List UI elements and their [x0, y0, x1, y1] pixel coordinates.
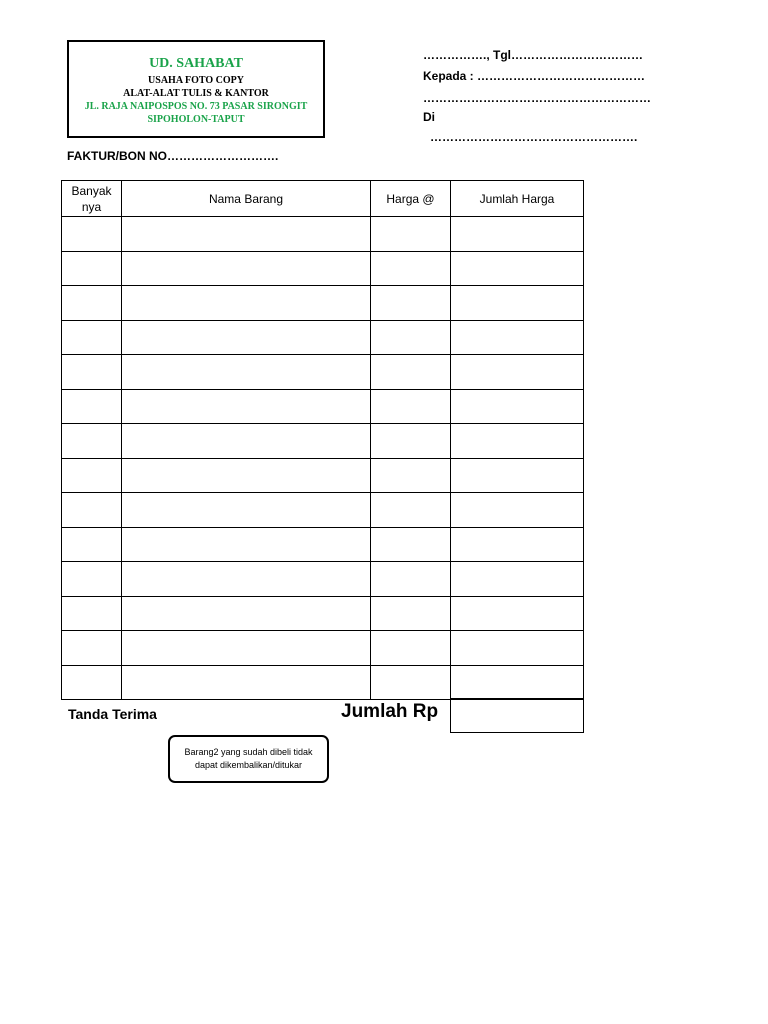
qty-cell[interactable]	[62, 424, 122, 459]
table-row	[62, 389, 584, 424]
price-cell[interactable]	[371, 320, 451, 355]
price-cell[interactable]	[371, 562, 451, 597]
price-cell[interactable]	[371, 286, 451, 321]
header-qty-line-1: Banyak	[71, 183, 112, 198]
table-row	[62, 493, 584, 528]
qty-cell[interactable]	[62, 320, 122, 355]
name-cell[interactable]	[122, 493, 371, 528]
table-row	[62, 320, 584, 355]
total-cell[interactable]	[451, 527, 584, 562]
note-line-1: Barang2 yang sudah dibeli tidak	[184, 747, 313, 757]
table-row	[62, 355, 584, 390]
di-label: Di	[423, 110, 435, 124]
qty-cell[interactable]	[62, 596, 122, 631]
total-cell[interactable]	[451, 596, 584, 631]
company-line-1: USAHA FOTO COPY	[148, 75, 244, 86]
note-line-2: dapat dikembalikan/ditukar	[194, 760, 303, 770]
price-cell[interactable]	[371, 527, 451, 562]
items-table	[61, 180, 584, 700]
total-cell[interactable]	[451, 631, 584, 666]
price-cell[interactable]	[371, 217, 451, 252]
qty-cell[interactable]	[62, 217, 122, 252]
di-line[interactable]: …………………………………………….	[430, 130, 638, 144]
qty-cell[interactable]	[62, 527, 122, 562]
qty-cell[interactable]	[62, 286, 122, 321]
qty-cell[interactable]	[62, 389, 122, 424]
table-row	[62, 424, 584, 459]
qty-cell[interactable]	[62, 458, 122, 493]
total-cell[interactable]	[451, 389, 584, 424]
return-policy-note	[168, 735, 329, 783]
total-cell[interactable]	[451, 424, 584, 459]
price-cell[interactable]	[371, 458, 451, 493]
qty-cell[interactable]	[62, 631, 122, 666]
total-cell[interactable]	[451, 251, 584, 286]
kepada-line[interactable]: Kepada : ……………………………………	[423, 69, 646, 83]
price-cell[interactable]	[371, 493, 451, 528]
price-cell[interactable]	[371, 665, 451, 700]
name-cell[interactable]	[122, 562, 371, 597]
name-cell[interactable]	[122, 631, 371, 666]
table-row	[62, 286, 584, 321]
company-line-2: ALAT-ALAT TULIS & KANTOR	[123, 88, 269, 99]
price-cell[interactable]	[371, 355, 451, 390]
name-cell[interactable]	[122, 424, 371, 459]
header-price: Harga @	[371, 181, 451, 217]
table-row	[62, 631, 584, 666]
name-cell[interactable]	[122, 217, 371, 252]
header-qty-line-2: nya	[81, 199, 102, 214]
total-cell[interactable]	[451, 355, 584, 390]
table-row	[62, 562, 584, 597]
header-total: Jumlah Harga	[451, 181, 584, 217]
company-header-box	[67, 40, 325, 138]
price-cell[interactable]	[371, 251, 451, 286]
total-cell[interactable]	[451, 458, 584, 493]
qty-cell[interactable]	[62, 251, 122, 286]
grand-total-cell[interactable]	[450, 698, 584, 733]
company-address-1: JL. RAJA NAIPOSPOS NO. 73 PASAR SIRONGIT	[84, 101, 308, 112]
price-cell[interactable]	[371, 389, 451, 424]
name-cell[interactable]	[122, 251, 371, 286]
total-cell[interactable]	[451, 562, 584, 597]
table-header-row	[62, 181, 584, 217]
table-row	[62, 251, 584, 286]
price-cell[interactable]	[371, 424, 451, 459]
company-name: UD. SAHABAT	[149, 56, 243, 71]
total-cell[interactable]	[451, 320, 584, 355]
table-row	[62, 596, 584, 631]
company-address-2: SIPOHOLON-TAPUT	[147, 114, 245, 125]
faktur-number[interactable]: FAKTUR/BON NO……………………….	[67, 149, 279, 163]
recipient-extra-line[interactable]: …………………………………………………	[423, 91, 651, 105]
jumlah-rp-label: Jumlah Rp	[341, 701, 439, 722]
price-cell[interactable]	[371, 631, 451, 666]
qty-cell[interactable]	[62, 493, 122, 528]
price-cell[interactable]	[371, 596, 451, 631]
name-cell[interactable]	[122, 355, 371, 390]
tanda-terima-label: Tanda Terima	[68, 706, 157, 722]
qty-cell[interactable]	[62, 355, 122, 390]
name-cell[interactable]	[122, 458, 371, 493]
name-cell[interactable]	[122, 389, 371, 424]
name-cell[interactable]	[122, 527, 371, 562]
name-cell[interactable]	[122, 665, 371, 700]
table-row	[62, 665, 584, 700]
qty-cell[interactable]	[62, 562, 122, 597]
qty-cell[interactable]	[62, 665, 122, 700]
date-line[interactable]: ……………., Tgl……………………………	[423, 48, 643, 62]
header-name: Nama Barang	[122, 181, 371, 217]
header-qty	[62, 181, 122, 217]
table-row	[62, 527, 584, 562]
name-cell[interactable]	[122, 286, 371, 321]
table-row	[62, 217, 584, 252]
table-row	[62, 458, 584, 493]
total-cell[interactable]	[451, 493, 584, 528]
name-cell[interactable]	[122, 596, 371, 631]
total-cell[interactable]	[451, 217, 584, 252]
total-cell[interactable]	[451, 286, 584, 321]
name-cell[interactable]	[122, 320, 371, 355]
total-cell[interactable]	[451, 665, 584, 700]
